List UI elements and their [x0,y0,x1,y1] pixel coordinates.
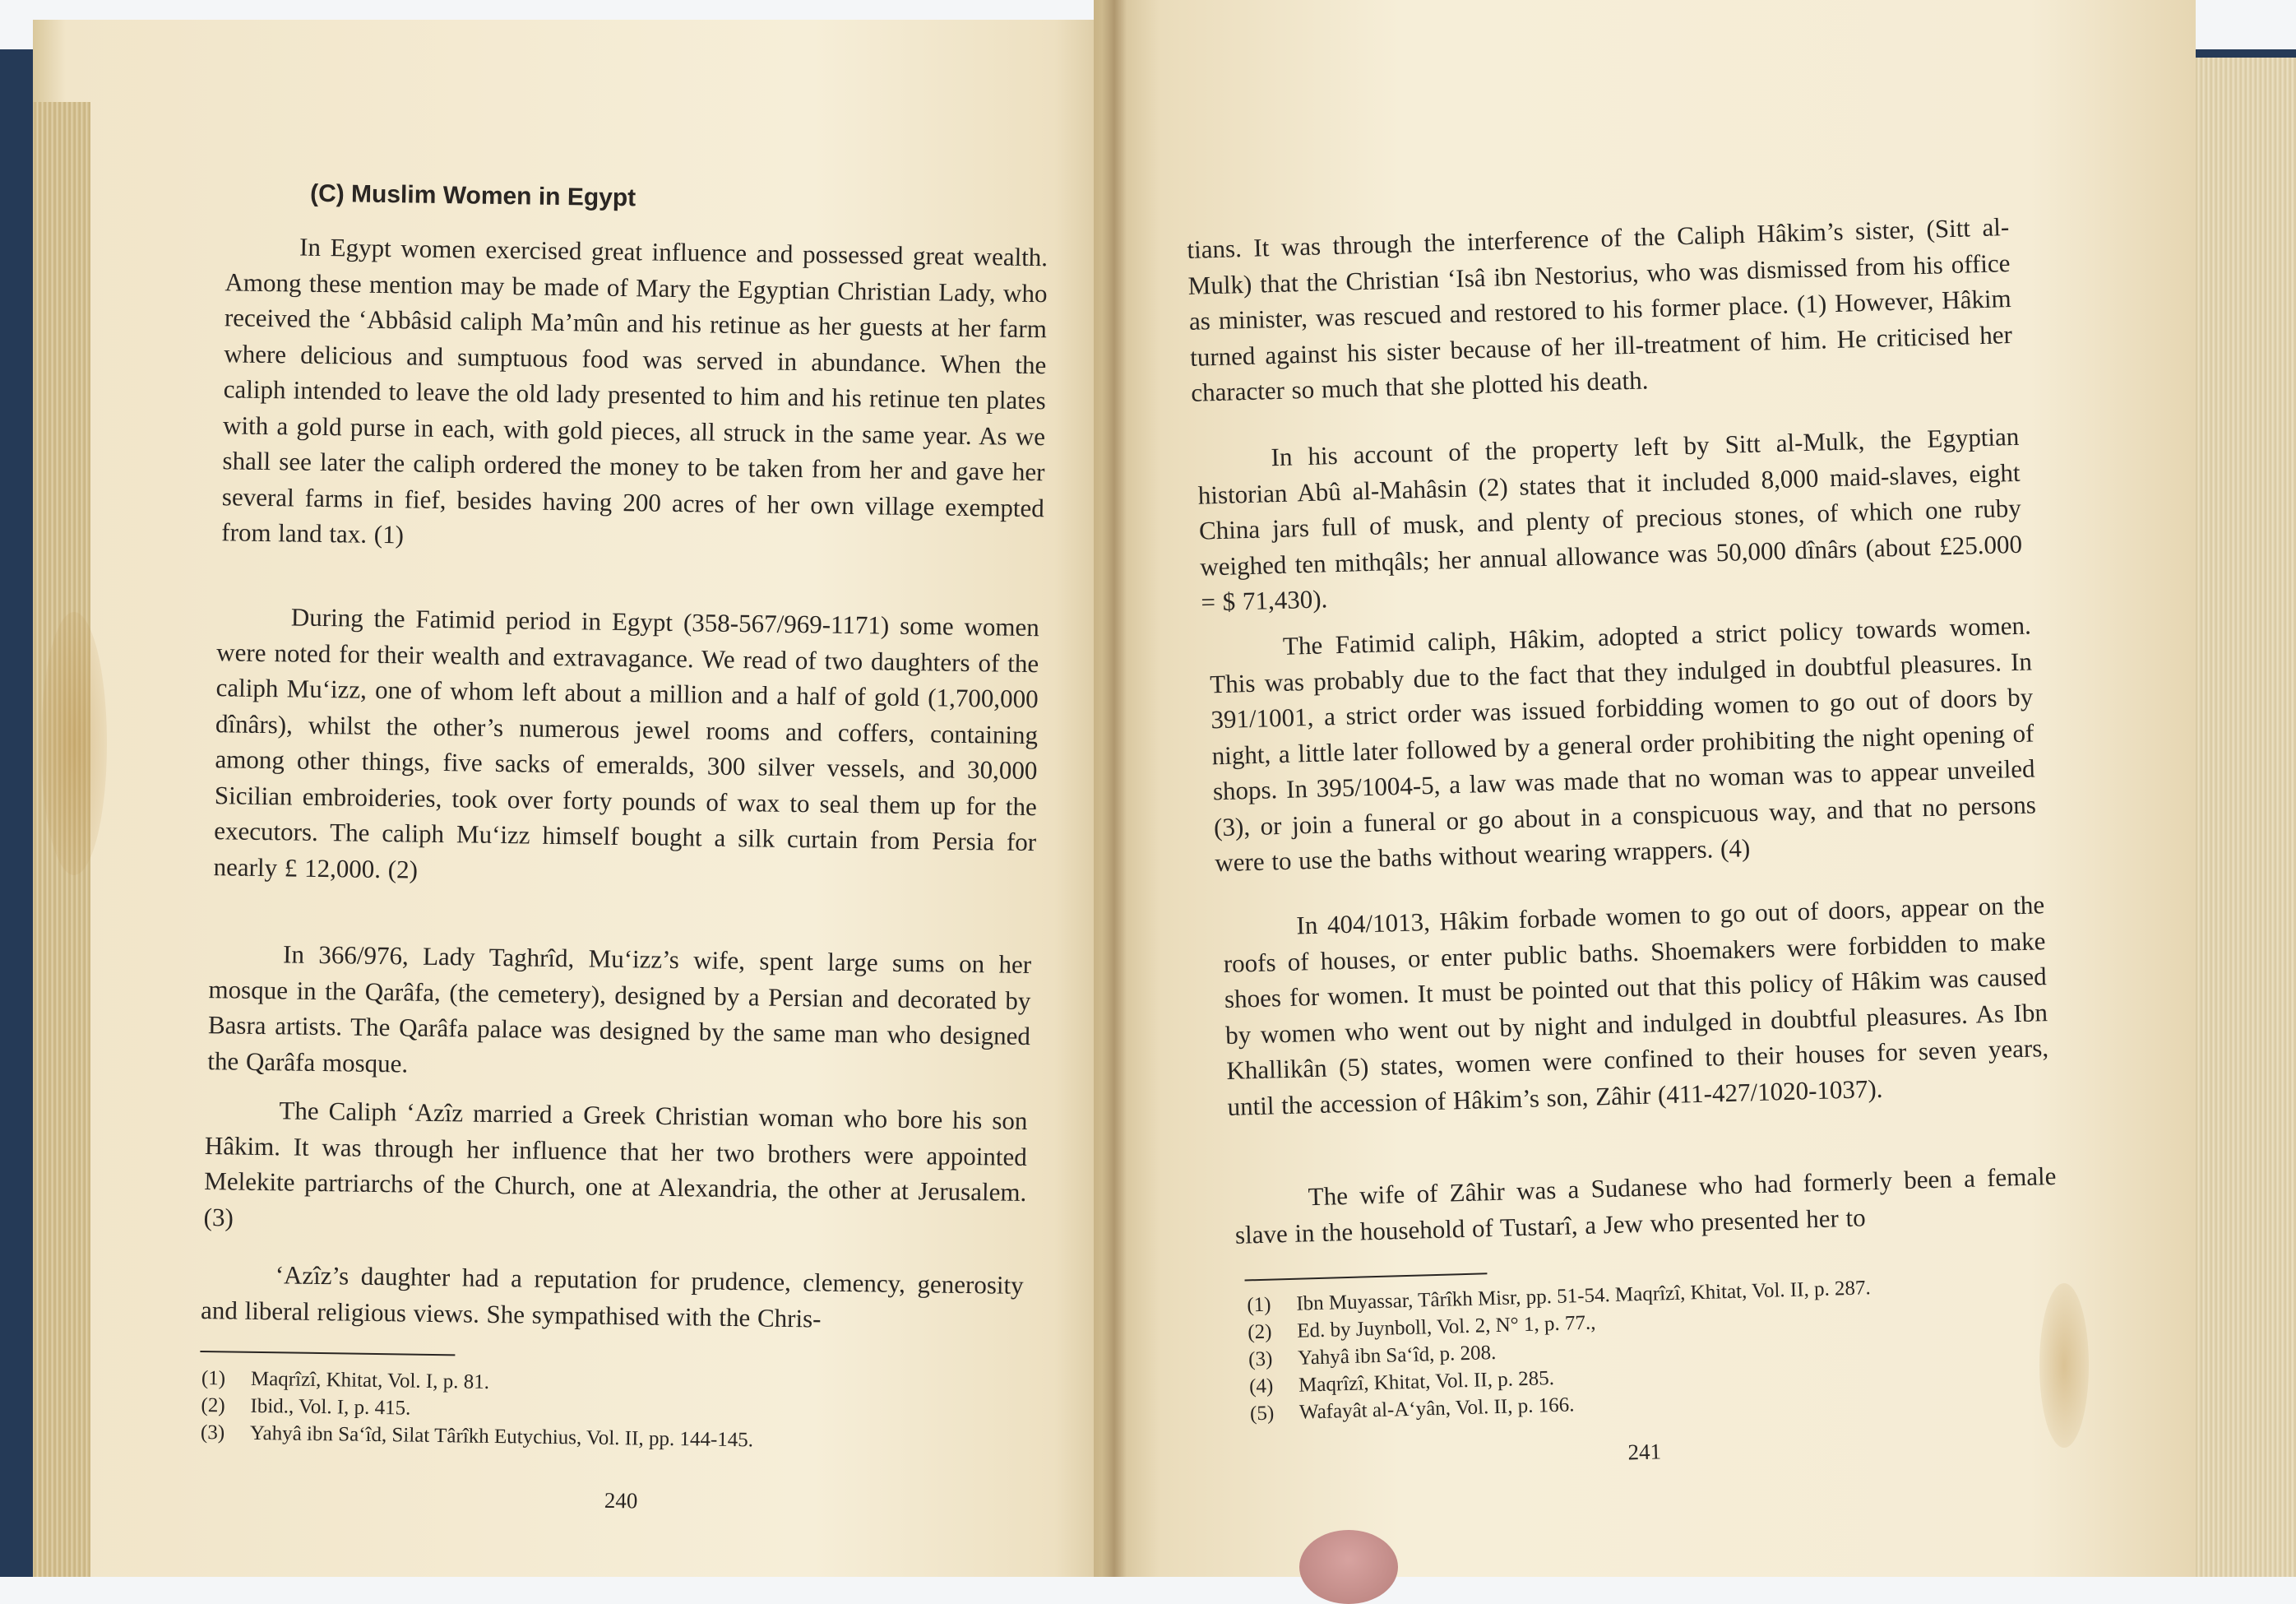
paragraph: The Caliph ‘Azîz married a Greek Christian woman who bore his son Hâkim. It was through her influence that her two brothers were appointed Melekite partriarchs of the Church, one at Alexandria, the other at Jerusalem. (3) [203,1096,1028,1232]
footnotes [201,1365,1024,1458]
paragraph: The wife of Zâhir was a Sudanese who had formerly been a female slave in the household of Tustarî, a Jew who presented her to [1234,1161,2057,1249]
thumb [1299,1530,1398,1604]
paragraph: tians. It was through the interference of the Caliph Hâkim’s sister, (Sitt al-Mulk) that the Christian ‘Isâ ibn Nestorius, who was dismissed from his office as minister, was rescued and restored to his former place. (1) However, Hâkim turned against his sister because of her ill-treatment of him. He criticised her character so much that she plotted his death. [1187,212,2013,407]
right-page-content [1094,0,2196,1576]
footnote: (2) Ibid., Vol. I, p. 415. [201,1394,411,1420]
paragraph: In 404/1013, Hâkim forbade women to go out of doors, appear on the roofs of houses, or enter public baths. Shoemakers were forbidden to make shoes for women. It must be pointed out that this policy of Hâkim was caused by women who went out by night and indulged in doubtful pleasures. As Ibn Khallikân (5) states, women were confined to their houses for seven years, until the accession of Hâkim’s son, Zâhir (411-427/1020-1037). [1223,890,2049,1121]
paragraph: During the Fatimid period in Egypt (358-567/969-1171) some women were noted for their wealth and extravagance. We read of two daughters of the caliph Mu‘izz, one of whom left about a million and a half of gold (1,700,000 dînârs), whilst the other’s numerous jewel rooms and coffers, containing among other things, five sacks of emeralds, 300 silver vessels, and 30,000 Sicilian embroideries, took over forty pounds of wax to seal them up for the executors. The caliph Mu‘izz himself bought a silk curtain from Persia for nearly £ 12,000. (2) [213,602,1040,884]
paragraph: In Egypt women exercised great influence and possessed great wealth. Among these mention may be made of Mary the Egyptian Christian Lady, who received the ‘Abbâsid caliph Ma’mûn and his retinue as her guests at her farm where delicious and sumptuous food was served in abundance. When the caliph intended to leave the old lady presented to him and his retinue ten plates with a gold purse in each, with gold pieces, all struck in the same year. As we shall see later the caliph ordered the money to be taken from her and gave her several farms in fief, besides having 200 acres of her own village exempted from land tax. (1) [221,232,1048,549]
footnote: (3) Yahyâ ibn Sa‘îd, p. 208. [1248,1341,1497,1371]
footnote: (4) Maqrîzî, Khitat, Vol. II, p. 285. [1248,1367,1555,1398]
paragraph: ‘Azîz’s daughter had a reputation for prudence, clemency, generosity and liberal religious views. She sympathised with the Chris- [200,1260,1024,1333]
paragraph: The Fatimid caliph, Hâkim, adopted a strict policy towards women. This was probably due to the fact that they indulged in doubtful pleasures. In 391/1001, a strict order was issued forbidding women to go out of doors by night, a little later followed by a general order prohibiting the night opening of shops. In 395/1004-5, a law was made that no woman was to appear unveiled (3), or join a funeral or go about in a conspicuous way, and that no persons were to use the baths without wearing wrappers. (4) [1209,610,2037,878]
paragraph: In 366/976, Lady Taghrîd, Mu‘izz’s wife, spent large sums on her mosque in the Qarâfa, (the cemetery), designed by a Persian and decorated by Basra artists. The Qarâfa palace was designed by the same man who designed the Qarâfa mosque. [207,939,1032,1078]
footnote: (1) Ibn Muyassar, Târîkh Misr, pp. 51-54. Maqrîzî, Khitat, Vol. II, p. 287. [1247,1277,1872,1317]
left-page-content [33,20,1143,1577]
left-page [33,20,1143,1577]
right-page [1094,0,2196,1577]
footnote-rule [1245,1273,1488,1281]
right-page-edges [2189,58,2296,1577]
paragraph: In his account of the property left by Sitt al-Mulk, the Egyptian historian Abû al-Mahâsin (2) states that it included 8,000 maid-slaves, eight China jars full of musk, and plenty of precious stones, of which one ruby weighed ten mithqâls; her annual allowance was 50,000 dînârs (about £25.000 = $ 71,430). [1197,421,2023,617]
book-gutter [1102,0,1127,1577]
footnote: (5) Wafayât al-A‘yân, Vol. II, p. 166. [1249,1393,1575,1426]
footnote-rule [200,1351,455,1356]
page-number: 240 [604,1487,638,1514]
footnotes [1247,1269,2064,1428]
footnote: (2) Ed. by Juynboll, Vol. 2, N° 1, p. 77., [1247,1311,1596,1344]
footnote: (1) Maqrîzî, Khitat, Vol. I, p. 81. [201,1367,490,1393]
footnote: (3) Yahyâ ibn Sa‘îd, Silat Târîkh Eutychius, Vol. II, pp. 144-145. [200,1421,754,1452]
section-heading: (C) Muslim Women in Egypt [309,179,636,212]
page-number: 241 [1627,1439,1662,1465]
